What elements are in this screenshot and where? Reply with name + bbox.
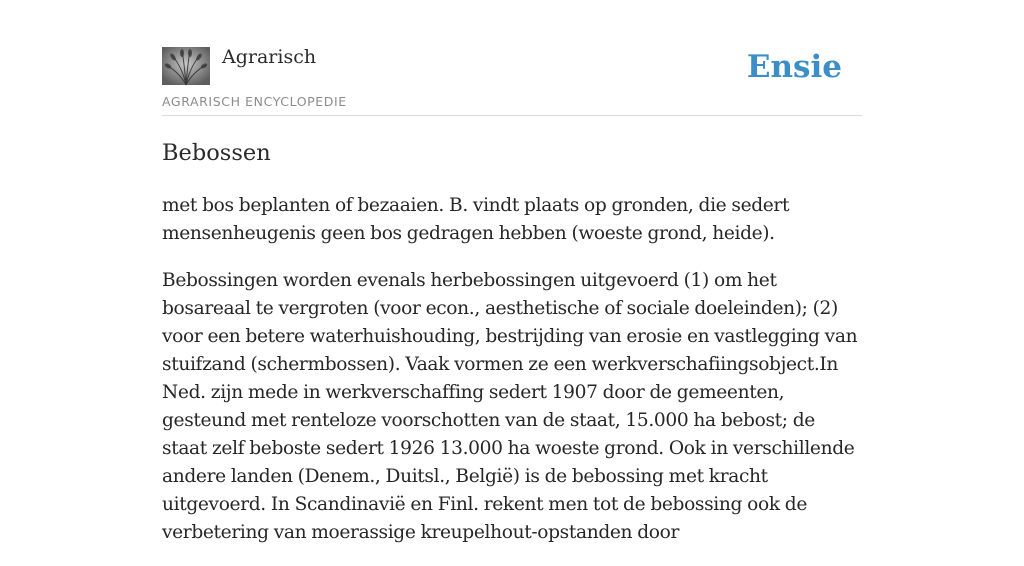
ensie-logo-link[interactable]: Ensie (746, 49, 842, 85)
source-name[interactable]: Agrarisch (222, 46, 317, 68)
article-paragraph: Bebossingen worden evenals herbebossingen uitgevoerd (1) om het bosareaal te vergroten (voor econ., aesthetische of sociale doeleinden); (2) voor een betere waterhuishouding, bestrijding van erosie en vastlegging van stuifzand (schermbossen). Vaak vormen ze een werkverschafiingsobject.In Ned. zijn mede in werkverschaffing sedert 1907 door de gemeenten, gesteund met renteloze voorschotten van de staat, 15.000 ha bebost; de staat zelf beboste sedert 1926 13.000 ha woeste grond. Ook in verschillende andere landen (Denem., Duitsl., België) is de bebossing met kracht uitgevoerd. In Scandinavië en Finl. rekent men tot de bebossing ook de verbetering van moerassige kreupelhout-opstanden door (162, 270, 858, 543)
source-header (162, 44, 862, 116)
wheat-sheaf-icon[interactable] (162, 47, 210, 85)
article-title: Bebossen (162, 140, 271, 166)
source-subtitle: AGRARISCH ENCYCLOPEDIE (162, 94, 347, 109)
article-body (162, 192, 864, 566)
article-paragraph: met bos beplanten of bezaaien. B. vindt plaats op gronden, die sedert mensenheugenis geen bos gedragen hebben (woeste grond, heide). (162, 195, 790, 244)
